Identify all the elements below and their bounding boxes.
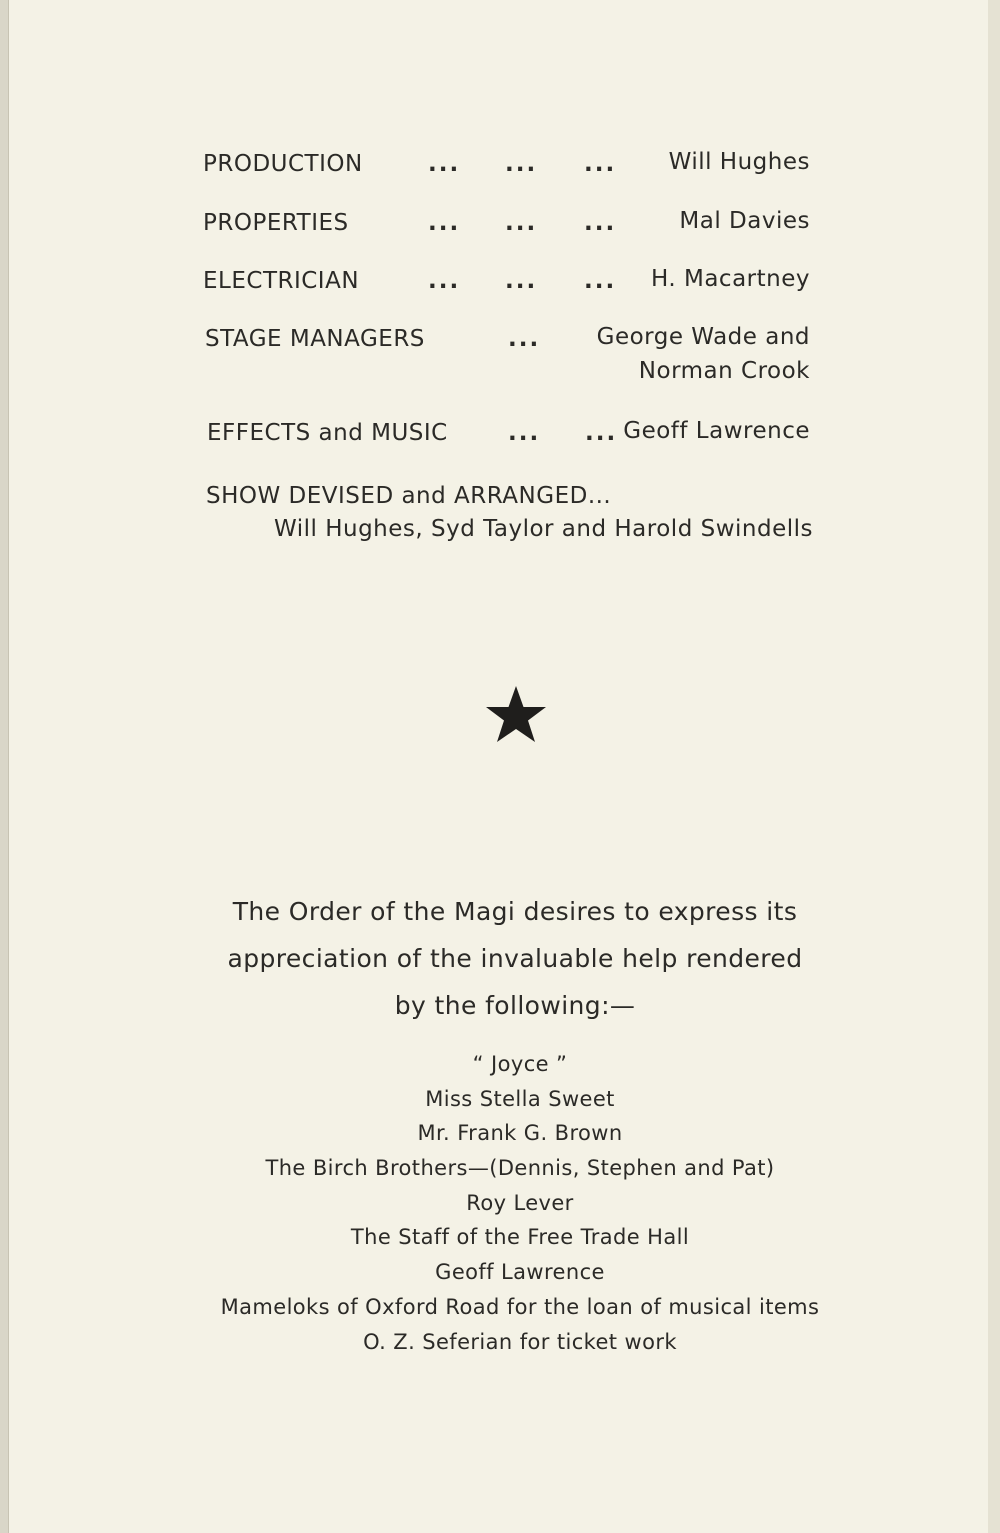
thanks-list bbox=[170, 1047, 870, 1359]
appreciation-line: by the following:— bbox=[394, 991, 636, 1020]
credit-role: EFFECTS and MUSIC bbox=[207, 420, 448, 446]
leader-dots: ... bbox=[508, 420, 541, 446]
credit-row-properties bbox=[203, 210, 810, 244]
leader-dots: ... bbox=[584, 210, 617, 236]
credit-role: ELECTRICIAN bbox=[203, 268, 360, 294]
leader-dots: ... bbox=[584, 268, 617, 294]
credit-name-line2: Norman Crook bbox=[638, 358, 810, 384]
thanks-item: “ Joyce ” bbox=[472, 1052, 568, 1076]
thanks-item: O. Z. Seferian for ticket work bbox=[363, 1329, 677, 1354]
leader-dots: ... bbox=[428, 151, 461, 177]
thanks-item: The Staff of the Free Trade Hall bbox=[350, 1225, 690, 1250]
page-left-edge bbox=[0, 0, 9, 1533]
credit-row-effects-music bbox=[203, 420, 810, 454]
show-devised-heading: SHOW DEVISED and ARRANGED... bbox=[206, 483, 612, 509]
credit-role: PRODUCTION bbox=[203, 151, 363, 177]
thanks-item: Mr. Frank G. Brown bbox=[417, 1121, 623, 1146]
thanks-item: The Birch Brothers—(Dennis, Stephen and Pat) bbox=[265, 1156, 775, 1181]
leader-dots: ... bbox=[428, 210, 461, 236]
credit-role: PROPERTIES bbox=[203, 210, 349, 236]
show-devised-names: Will Hughes, Syd Taylor and Harold Swindells bbox=[273, 516, 813, 542]
credit-row-stage-managers bbox=[203, 326, 810, 396]
leader-dots: ... bbox=[505, 151, 538, 177]
leader-dots: ... bbox=[505, 268, 538, 294]
appreciation-line: The Order of the Magi desires to express its bbox=[232, 897, 798, 926]
thanks-item: Miss Stella Sweet bbox=[425, 1086, 615, 1111]
leader-dots: ... bbox=[585, 420, 618, 446]
leader-dots: ... bbox=[508, 326, 541, 352]
appreciation-line: appreciation of the invaluable help rendered bbox=[227, 944, 803, 973]
credit-name: Geoff Lawrence bbox=[623, 418, 810, 444]
star-icon bbox=[484, 684, 548, 744]
appreciation-paragraph bbox=[150, 888, 880, 1029]
credit-name: H. Macartney bbox=[650, 266, 810, 292]
credit-row-production bbox=[203, 151, 810, 185]
leader-dots: ... bbox=[505, 210, 538, 236]
thanks-item: Roy Lever bbox=[466, 1190, 574, 1215]
credit-row-electrician bbox=[203, 268, 810, 302]
page-right-edge bbox=[988, 0, 1000, 1533]
credit-name: Mal Davies bbox=[679, 208, 810, 234]
leader-dots: ... bbox=[428, 268, 461, 294]
credit-name: George Wade and bbox=[596, 324, 810, 350]
credit-name: Will Hughes bbox=[668, 149, 810, 175]
thanks-item: Geoff Lawrence bbox=[435, 1260, 605, 1285]
thanks-item: Mameloks of Oxford Road for the loan of musical items bbox=[220, 1294, 820, 1319]
leader-dots: ... bbox=[584, 151, 617, 177]
credit-role: STAGE MANAGERS bbox=[205, 326, 425, 352]
